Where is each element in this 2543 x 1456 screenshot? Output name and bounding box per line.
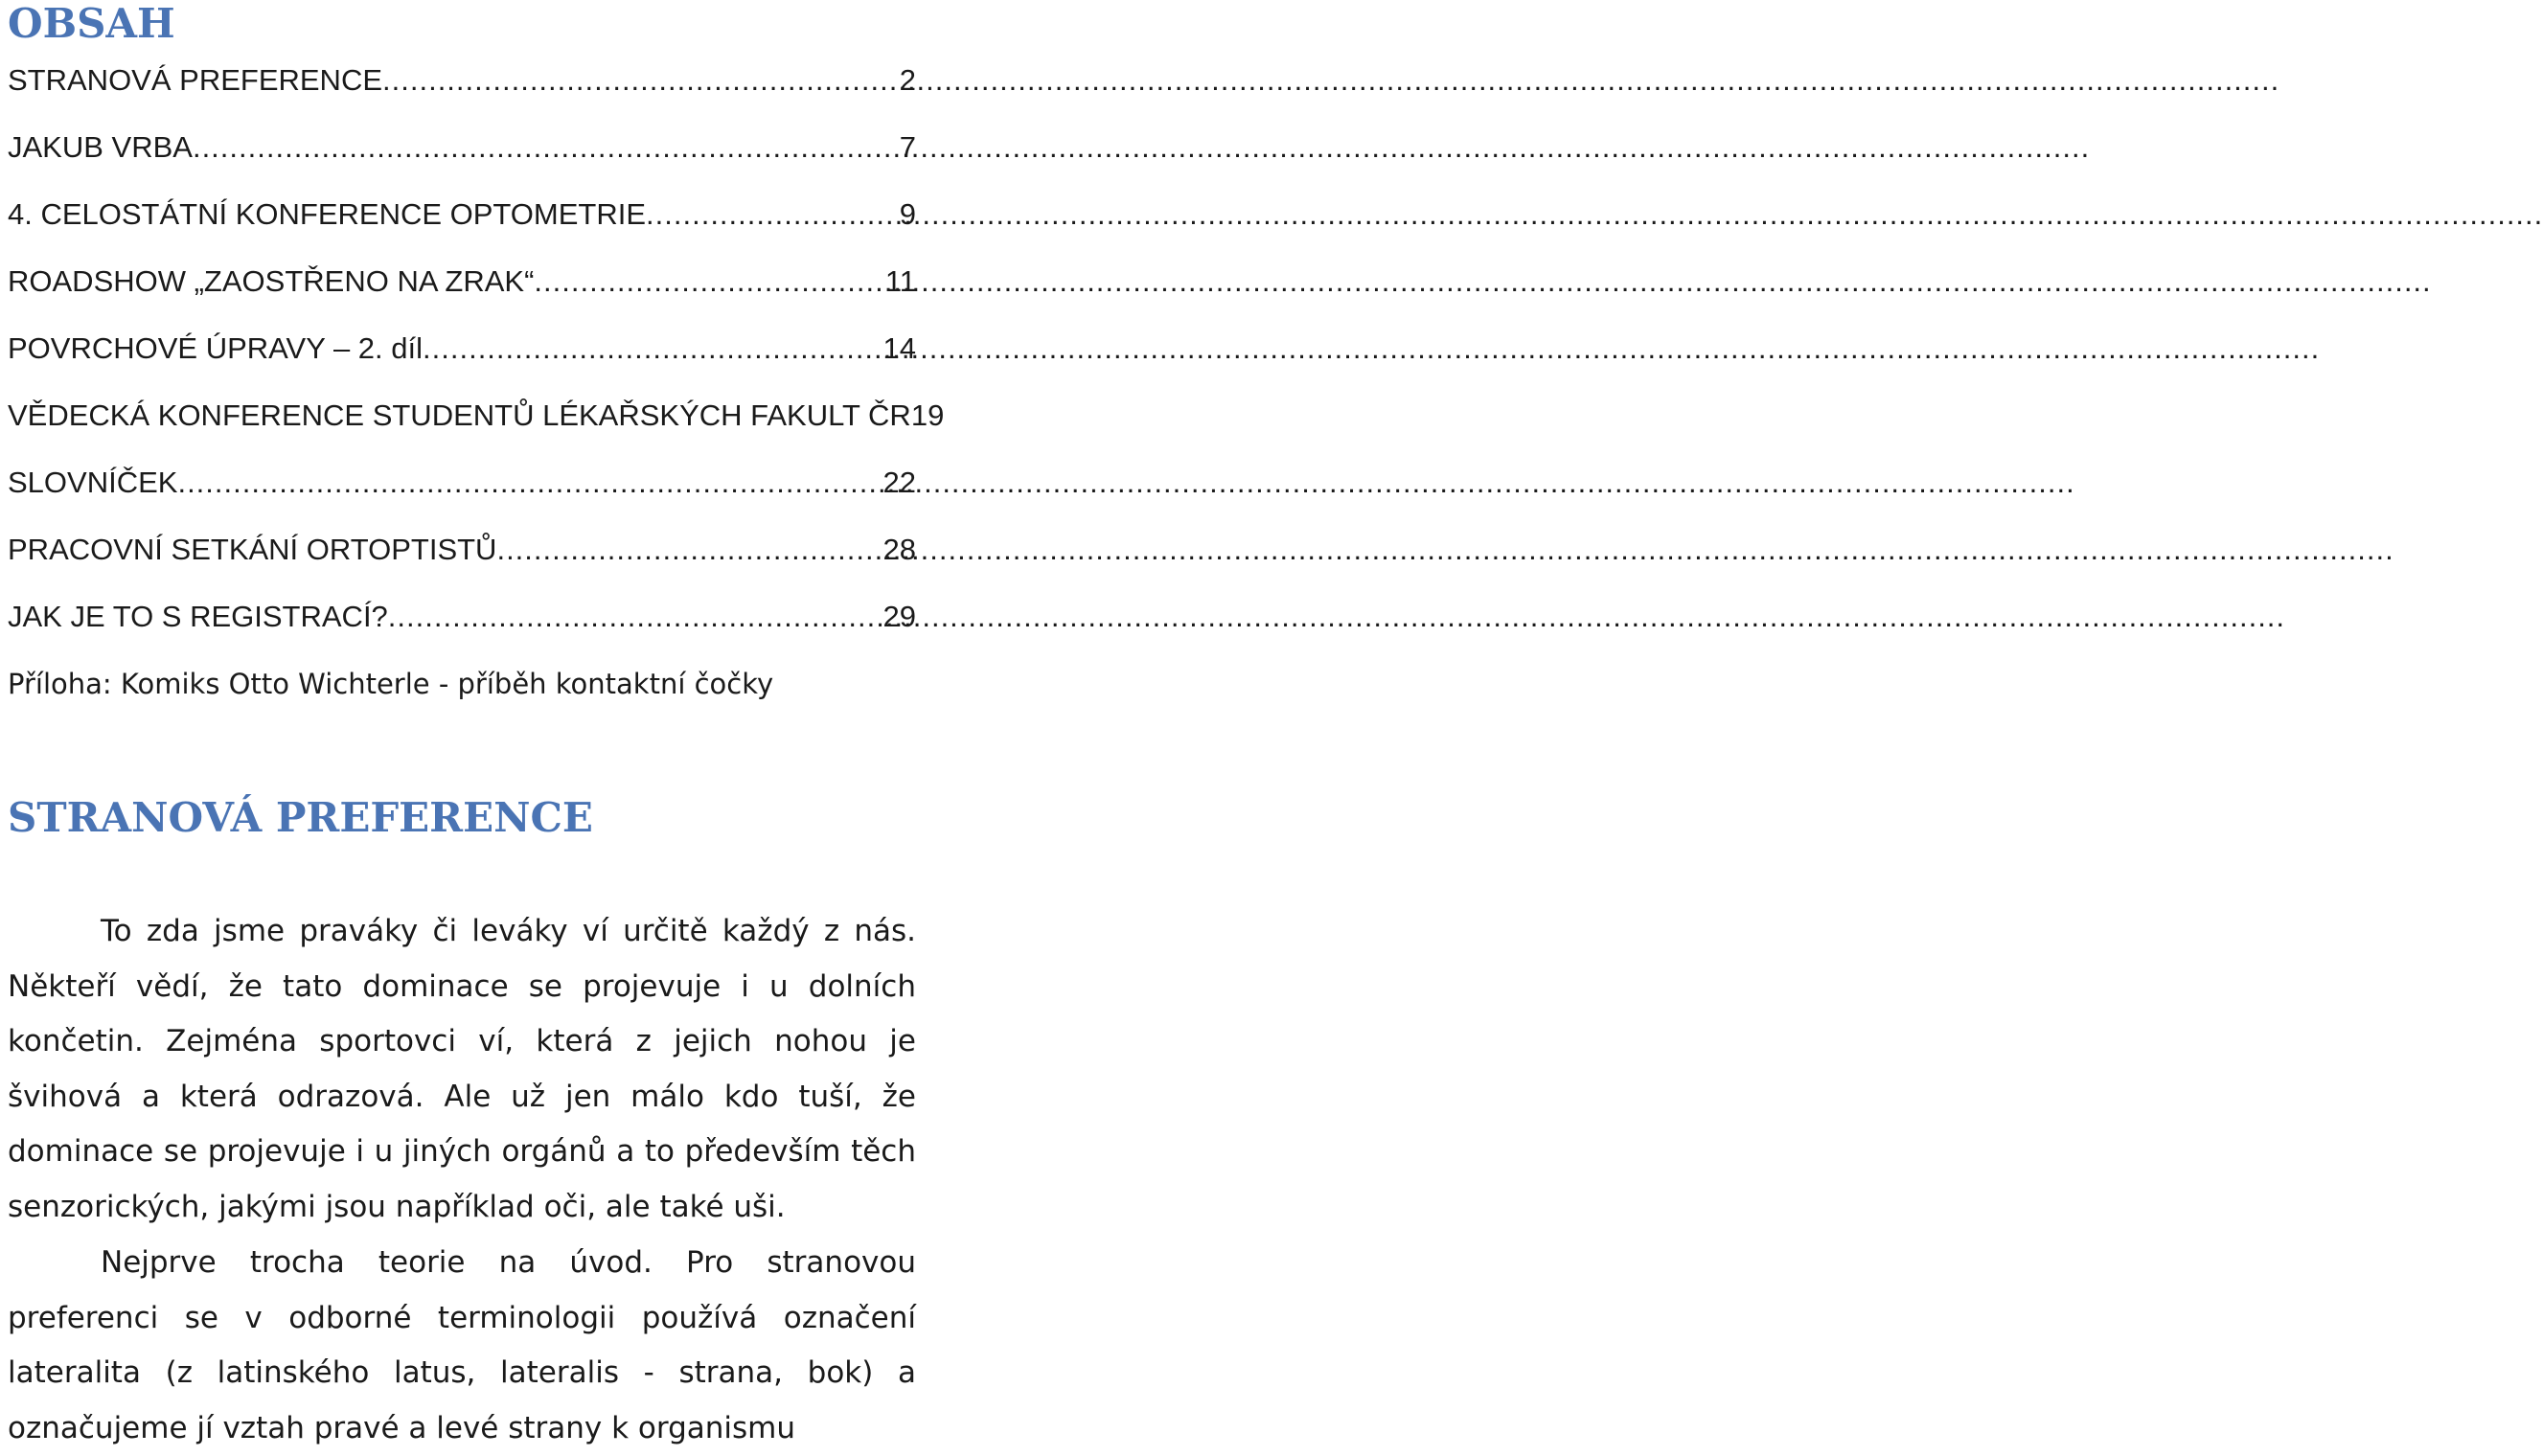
toc-entry[interactable] [8,125,916,192]
article-paragraph: To zda jsme praváky či leváky ví určitě každý z nás. Někteří vědí, že tato dominace se projevuje i u dolních končetin. Zejména sportovci ví, která z jejich nohou je švihová a která odrazová. Ale už jen málo kdo tuší, že dominace se projevuje i u jiných orgánů a to především těch senzorických, jakými jsou například oči, ale také uši. [8,914,916,1224]
toc-entry[interactable] [8,326,916,393]
toc-entry-page: 2 [899,63,916,97]
toc-entry-page: 28 [882,533,916,566]
toc-dot-leader [496,527,882,573]
toc-dot-leader [388,594,883,640]
toc-entry-title: POVRCHOVÉ ÚPRAVY – 2. díl [8,331,424,365]
toc-attachment-entry[interactable] [8,661,916,728]
toc-entry-page: 9 [899,197,916,231]
toc-entry[interactable] [8,259,916,326]
toc-entry[interactable] [8,594,916,661]
toc-entry-page: 22 [882,466,916,499]
toc-dot-leader [423,326,883,372]
toc-heading: OBSAH [8,0,175,47]
toc-entry[interactable] [8,393,945,460]
toc-entry-title: PRACOVNÍ SETKÁNÍ ORTOPTISTŮ [8,533,497,566]
article-title: STRANOVÁ PREFERENCE [8,794,593,841]
toc-entry-title: STRANOVÁ PREFERENCE [8,63,383,97]
toc-dot-leader [193,125,900,171]
toc-dot-leader [177,460,882,506]
toc-entry-title: VĚDECKÁ KONFERENCE STUDENTŮ LÉKAŘSKÝCH FAKULT ČR [8,398,911,432]
article-paragraph: Nejprve trocha teorie na úvod. Pro stranovou preferenci se v odborné terminologii používá označení lateralita (z latinského latus, lateralis - strana, bok) a označujeme jí vztah pravé a levé strany k organismu [8,1245,916,1445]
toc-entry-page: 7 [899,130,916,164]
toc-entry[interactable] [8,57,916,125]
toc-dot-leader [382,57,900,103]
toc-entry-title: JAK JE TO S REGISTRACÍ? [8,600,388,633]
toc-entry-page: 14 [882,331,916,365]
toc-entry[interactable] [8,460,916,527]
toc-entry[interactable] [8,527,916,594]
toc-entry[interactable] [8,192,916,259]
toc-entry-page: 29 [882,600,916,633]
toc-entry-title: ROADSHOW „ZAOSTŘENO NA ZRAK“ [8,264,535,298]
table-of-contents [8,57,945,728]
toc-dot-leader [534,259,884,305]
toc-entry-title: SLOVNÍČEK [8,466,178,499]
document-page [0,0,945,1454]
toc-entry-title: JAKUB VRBA [8,130,193,164]
toc-entry-page: 11 [884,264,916,298]
toc-attachment-title: Příloha: Komiks Otto Wichterle - příběh kontaktní čočky [8,668,774,700]
toc-dot-leader [646,192,900,238]
toc-entry-page: 19 [910,398,945,432]
toc-entry-title: 4. CELOSTÁTNÍ KONFERENCE OPTOMETRIE [8,197,647,231]
